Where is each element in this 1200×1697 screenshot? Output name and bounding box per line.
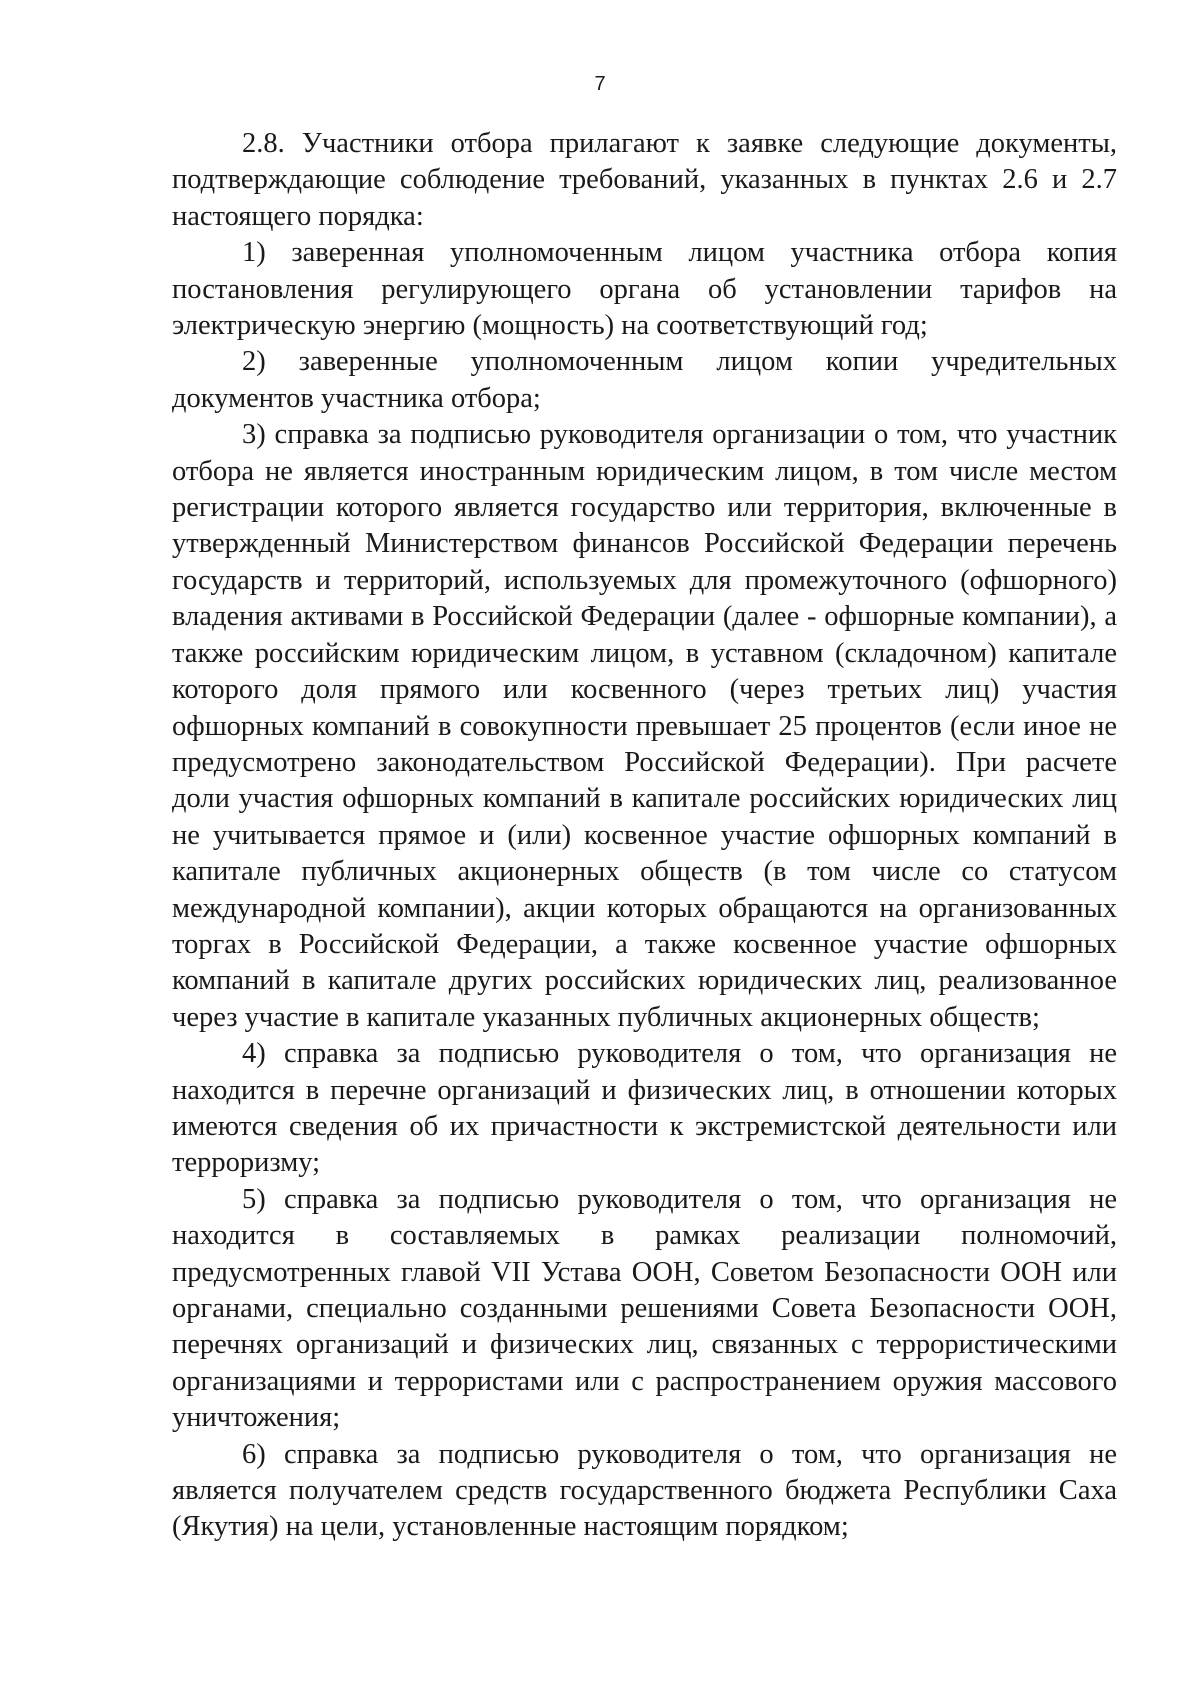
list-item-5-un-sanctions-certificate: 5) справка за подписью руководителя о том, что организация не находится в составляемых в рамках реализации полномочий, предусмотренных главой VII Устава ООН, Советом Безопасности ООН или органами, специально созданными решениями Совета Безопасности ООН, перечнях организаций и физических лиц, связанных с террористическими организациями и террористами или с распространением оружия массового уничтожения; [172,1183,1117,1434]
paragraph-2-8-intro: 2.8. Участники отбора прилагают к заявке следующие документы, подтверждающие соблюдение требований, указанных в пунктах 2.6 и 2.7 настоящего порядка: [172,128,1117,232]
list-item-1-tariff-decree-copy: 1) заверенная уполномоченным лицом участника отбора копия постановления регулирующего органа об установлении тарифов на электрическую энергию (мощность) на соответствующий год; [172,237,1117,342]
list-item-6-budget-funds-certificate: 6) справка за подписью руководителя о том, что организация не является получателем средств государственного бюджета Республики Саха (Якутия) на цели, установленные настоящим порядком; [172,1438,1117,1543]
list-item-2-founding-documents: 2) заверенные уполномоченным лицом копии учредительных документов участника отбора; [172,346,1117,414]
page-number: 7 [594,73,606,95]
document-body [172,126,1117,1546]
list-item-3-offshore-certificate: 3) справка за подписью руководителя организации о том, что участник отбора не является иностранным юридическим лицом, в том числе местом регистрации которого является государство или территория, включенные в утвержденный Министерством финансов Российской Федерации перечень государств и территорий, используемых для промежуточного (офшорного) владения активами в Российской Федерации (далее - офшорные компании), а также российским юридическим лицом, в уставном (складочном) капитале которого доля прямого или косвенного (через третьих лиц) участия офшорных компаний в совокупности превышает 25 процентов (если иное не предусмотрено законодательством Российской Федерации). При расчете доли участия офшорных компаний в капитале российских юридических лиц не учитывается прямое и (или) косвенное участие офшорных компаний в капитале публичных акционерных обществ (в том числе со статусом международной компании), акции которых обращаются на организованных торгах в Российской Федерации, а также косвенное участие офшорных компаний в капитале других российских юридических лиц, реализованное через участие в капитале указанных публичных акционерных обществ; [172,419,1117,1033]
list-item-4-extremism-certificate: 4) справка за подписью руководителя о том, что организация не находится в перечне организаций и физических лиц, в отношении которых имеются сведения об их причастности к экстремистской деятельности или терроризму; [172,1038,1117,1179]
